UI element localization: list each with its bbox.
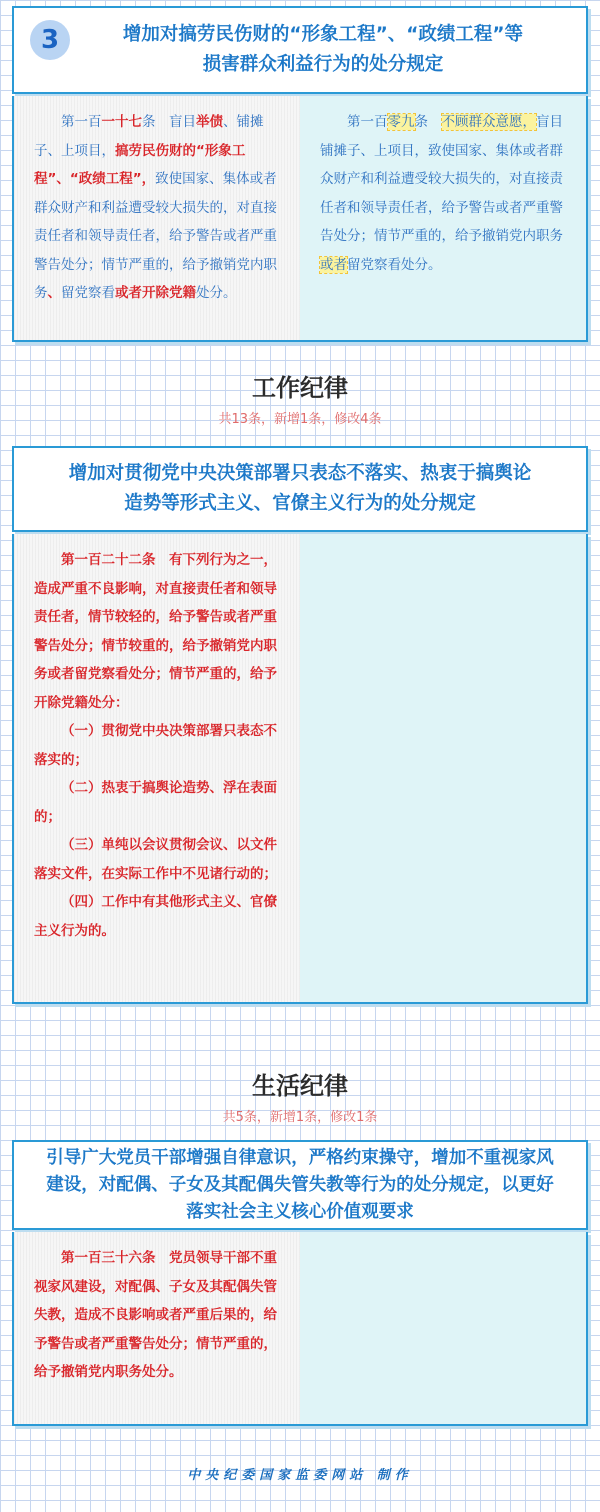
block2-title	[55, 459, 546, 519]
block2-new-text	[14, 534, 300, 1002]
block3-body	[12, 1232, 588, 1426]
block1-header	[12, 6, 588, 94]
block3-old-text-empty	[300, 1232, 586, 1424]
block1-title-line2: 损害群众利益行为的处分规定	[202, 54, 444, 75]
block3-title-line3: 落实社会主义核心价值观要求	[186, 1201, 414, 1222]
section-subtitle-life: 共5条，新增1条，修改1条	[222, 1110, 378, 1125]
block1-title	[63, 20, 537, 80]
block3-header	[12, 1140, 588, 1230]
section-title-life: 生活纪律	[252, 1072, 348, 1100]
block2-old-text-empty	[300, 534, 586, 1002]
block1-old-text	[300, 96, 586, 340]
article-136: 第一百三十六条 党员领导干部不重视家风建设，对配偶、子女及其配偶失管失教，造成不良影响或者严重后果的，给予警告或者严重警告处分；情节严重的，给予撤销党内职务处分。	[34, 1250, 277, 1380]
article-122: 第一百二十二条 有下列行为之一，造成严重不良影响，对直接责任者和领导责任者，情节较轻的，给予警告或者严重警告处分；情节较重的，给予撤销党内职务或者留党察看处分；情节严重的，给予开除党籍处分：	[34, 552, 277, 711]
block2-body	[12, 534, 588, 1004]
number-badge: 3	[30, 20, 70, 60]
block3-title-line1: 引导广大党员干部增强自律意识，严格约束操守，增加不重视家风	[46, 1147, 554, 1168]
block2-header	[12, 446, 588, 532]
article-122-item: （三）单纯以会议贯彻会议、以文件落实文件，在实际工作中不见诸行动的；	[34, 837, 277, 882]
block1-title-line1: 增加对搞劳民伤财的“形象工程”、“政绩工程”等	[122, 24, 524, 45]
block3-title-line2: 建设，对配偶、子女及其配偶失管失教等行为的处分规定，以更好	[46, 1174, 554, 1195]
article-122-item: （二）热衷于搞舆论造势、浮在表面的；	[34, 780, 277, 825]
block1-new-text	[14, 96, 300, 340]
block2-title-line1: 增加对贯彻党中央决策部署只表态不落实、热衷于搞舆论	[68, 463, 532, 484]
footer-credit: 中央纪委国家监委网站 制作	[187, 1468, 413, 1483]
article-117: 第一百一十七条 盲目举债、铺摊子、上项目，搞劳民伤财的“形象工程”、“政绩工程”，致使国家、集体或者群众财产和利益遭受较大损失的，对直接责任者和领导责任者，给予警告或者严重警告处分；情节严重的，给予撤销党内职务、留党察看或者开除党籍处分。	[34, 114, 277, 301]
article-122-item: （一）贯彻党中央决策部署只表态不落实的；	[34, 723, 277, 768]
section-subtitle-work: 共13条，新增1条，修改4条	[218, 412, 382, 427]
article-109: 第一百零九条 不顾群众意愿，盲目铺摊子、上项目，致使国家、集体或者群众财产和利益遭受较大损失的，对直接责任者和领导责任者，给予警告或者严重警告处分；情节严重的，给予撤销党内职务或者留党察看处分。	[320, 114, 563, 273]
block1-body	[12, 96, 588, 342]
article-122-item: （四）工作中有其他形式主义、官僚主义行为的。	[34, 894, 277, 939]
block3-new-text	[14, 1232, 300, 1424]
block2-title-line2: 造势等形式主义、官僚主义行为的处分规定	[124, 493, 476, 514]
section-title-work: 工作纪律	[252, 374, 348, 402]
block3-title	[32, 1145, 568, 1226]
